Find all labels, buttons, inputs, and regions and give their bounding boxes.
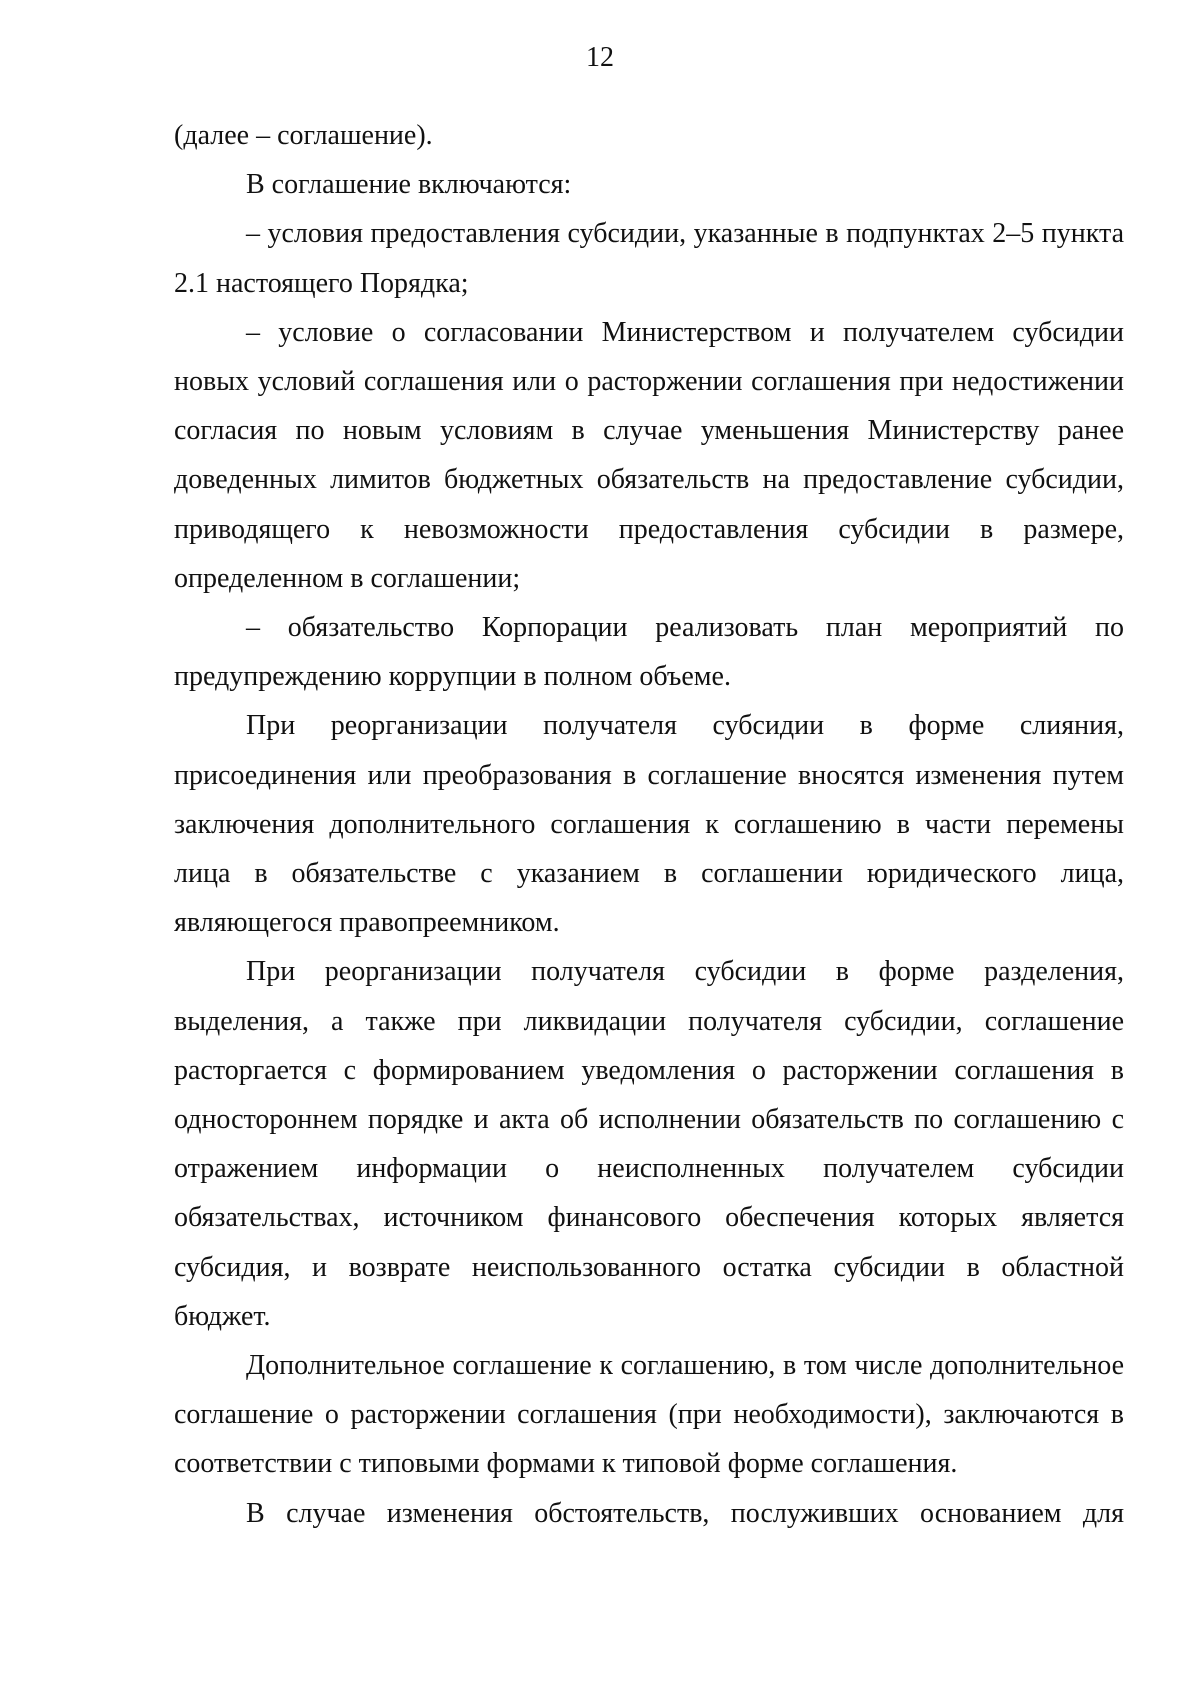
paragraph-additional-agreement: Дополнительное соглашение к соглашению, в том числе дополнительное соглашение о расторжении соглашения (при необходимости), заключаются в соответствии с типовыми формами к типовой форме соглашения. xyxy=(174,1350,1124,1480)
document-body xyxy=(174,111,1124,1538)
paragraph-reorganization-division: При реорганизации получателя субсидии в форме разделения, выделения, а также при ликвидации получателя субсидии, соглашение расторгается с формированием уведомления о расторжении соглашения в одностороннем порядке и акта об исполнении обязательств по соглашению с отражением информации о неисполненных получателем субсидии обязательствах, источником финансового обеспечения которых является субсидия, и возврате неиспользованного остатка субсидии в областной бюджет. xyxy=(174,956,1124,1332)
list-item-corporation-obligation: – обязательство Корпорации реализовать план мероприятий по предупреждению коррупции в полном объеме. xyxy=(174,612,1124,693)
paragraph-agreement-includes: В соглашение включаются: xyxy=(246,169,572,201)
paragraph-reorganization-merger: При реорганизации получателя субсидии в форме слияния, присоединения или преобразования в соглашение вносятся изменения путем заключения дополнительного соглашения к соглашению в части перемены лица в обязательстве с указанием в соглашении юридического лица, являющегося правопреемником. xyxy=(174,710,1124,939)
list-item-conditions: – условия предоставления субсидии, указанные в подпунктах 2–5 пункта 2.1 настоящего Порядка; xyxy=(174,218,1124,299)
list-item-approval-condition: – условие о согласовании Министерством и получателем субсидии новых условий соглашения или о расторжении соглашения при недостижении согласия по новым условиям в случае уменьшения Министерству ранее доведенных лимитов бюджетных обязательств на предоставление субсидии, приводящего к невозможности предоставления субсидии в размере, определенном в соглашении; xyxy=(174,316,1124,594)
paragraph-continuation: (далее – соглашение). xyxy=(174,120,433,151)
paragraph-change-circumstances: В случае изменения обстоятельств, послуживших основанием для xyxy=(246,1497,1124,1529)
page-number: 12 xyxy=(586,42,614,73)
